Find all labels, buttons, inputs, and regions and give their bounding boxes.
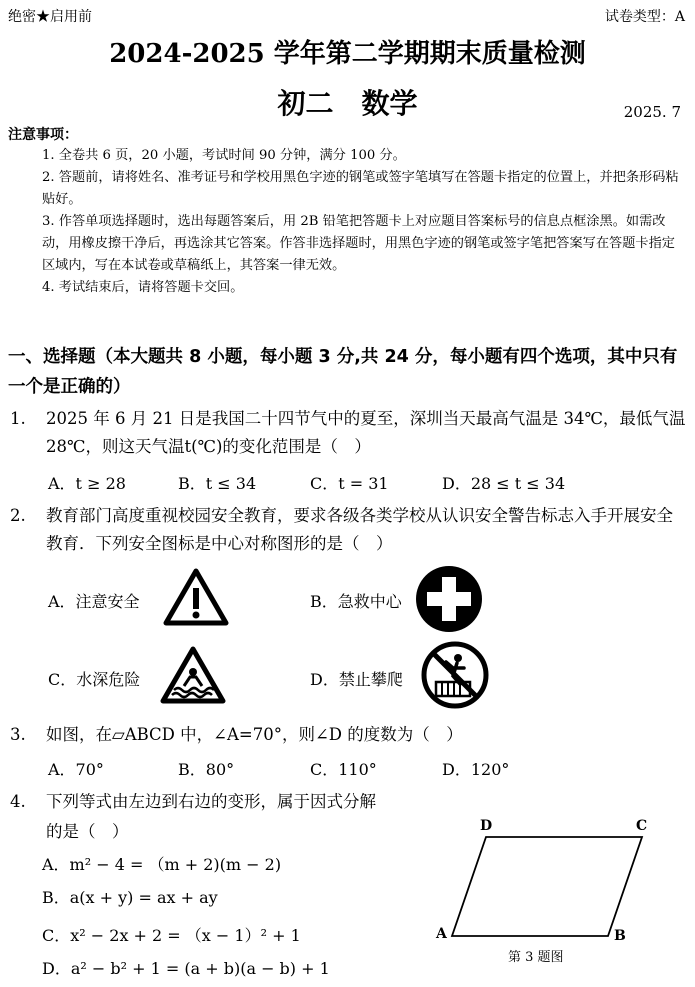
confidential-label: 绝密★启用前 [8, 9, 92, 25]
figure-caption: 第 3 题图 [508, 950, 564, 965]
notice-item: 4. 考试结束后，请将答题卡交回。 [42, 280, 244, 295]
notice-heading: 注意事项： [8, 127, 78, 143]
option-b: B．t ≤ 34 [178, 474, 257, 493]
notice-item: 2. 答题前，请将姓名、准考证号和学校用黑色字迹的钢笔或签字笔填写在答题卡指定的位置上，并把条形码粘贴好。 [42, 170, 679, 207]
notice-list [42, 145, 687, 299]
exam-subject: 初二 数学 [277, 87, 418, 120]
option-b: B．80° [178, 760, 235, 779]
exam-date: 2025. 7 [623, 103, 681, 121]
first-aid-cross-icon [415, 565, 483, 642]
option-d: D．28 ≤ t ≤ 34 [442, 474, 566, 493]
paper-type: 试卷类型：A [604, 9, 685, 25]
option-c: C．110° [310, 760, 377, 779]
question-text: 下列等式由左边到右边的变形，属于因式分解 [46, 792, 376, 811]
question-text: 2025 年 6 月 21 日是我国二十四节气中的夏至，深圳当天最高气温是 34℃，最低气温 28℃，则这天气温t(℃)的变化范围是（ ） [46, 409, 686, 456]
question-text: 如图，在▱ABCD 中，∠A=70°，则∠D 的度数为（ ） [46, 725, 463, 744]
vertex-label-a: A [436, 926, 447, 942]
option-c: C．x² − 2x + 2 = （x − 1）² + 1 [42, 926, 301, 945]
option-a: A．m² − 4 = （m + 2)(m − 2) [42, 855, 282, 874]
exam-title: 2024-2025 学年第二学期期末质量检测 [109, 39, 586, 69]
vertex-label-b: B [614, 928, 626, 944]
question-number: 3. [10, 725, 26, 744]
option-c: C．水深危险 [48, 670, 141, 689]
notice-item: 3. 作答单项选择题时，选出每题答案后，用 2B 铅笔把答题卡上对应题目答案标号的信息点框涂黑。如需改动，用橡皮擦干净后，再选涂其它答案。作答非选择题时，用黑色字迹的钢笔或签字笔把答案写在答题卡指定区域内，写在本试卷或草稿纸上，其答案一律无效。 [42, 214, 675, 273]
warning-triangle-icon [163, 568, 229, 635]
no-climbing-icon [420, 640, 490, 719]
section-heading: 一、选择题（本大题共 8 小题，每小题 3 分,共 24 分，每小题有四个选项，其中只有一个是正确的） [8, 347, 678, 397]
option-b: B．急救中心 [310, 592, 402, 611]
notice-item: 1. 全卷共 6 页，20 小题，考试时间 90 分钟，满分 100 分。 [42, 148, 406, 163]
option-d: D．a² − b² + 1 = (a + b)(a − b) + 1 [42, 959, 330, 978]
vertex-label-c: C [636, 818, 648, 834]
deep-water-warning-icon [160, 646, 226, 713]
option-d: D．禁止攀爬 [310, 670, 403, 689]
option-d: D．120° [442, 760, 510, 779]
option-b: B．a(x + y) = ax + ay [42, 888, 218, 907]
vertex-label-d: D [480, 818, 493, 834]
question-text-cont: 的是（ ） [46, 822, 129, 841]
question-number: 2. [10, 506, 26, 525]
question-number: 1. [10, 409, 26, 428]
question-number: 4. [10, 792, 26, 811]
option-a: A．70° [48, 760, 104, 779]
option-a: A．t ≥ 28 [48, 474, 126, 493]
option-c: C．t = 31 [310, 474, 389, 493]
option-a: A．注意安全 [48, 592, 140, 611]
question-text: 教育部门高度重视校园安全教育，要求各级各类学校从认识安全警告标志入手开展安全教育．下列安全图标是中心对称图形的是（ ） [46, 506, 673, 553]
